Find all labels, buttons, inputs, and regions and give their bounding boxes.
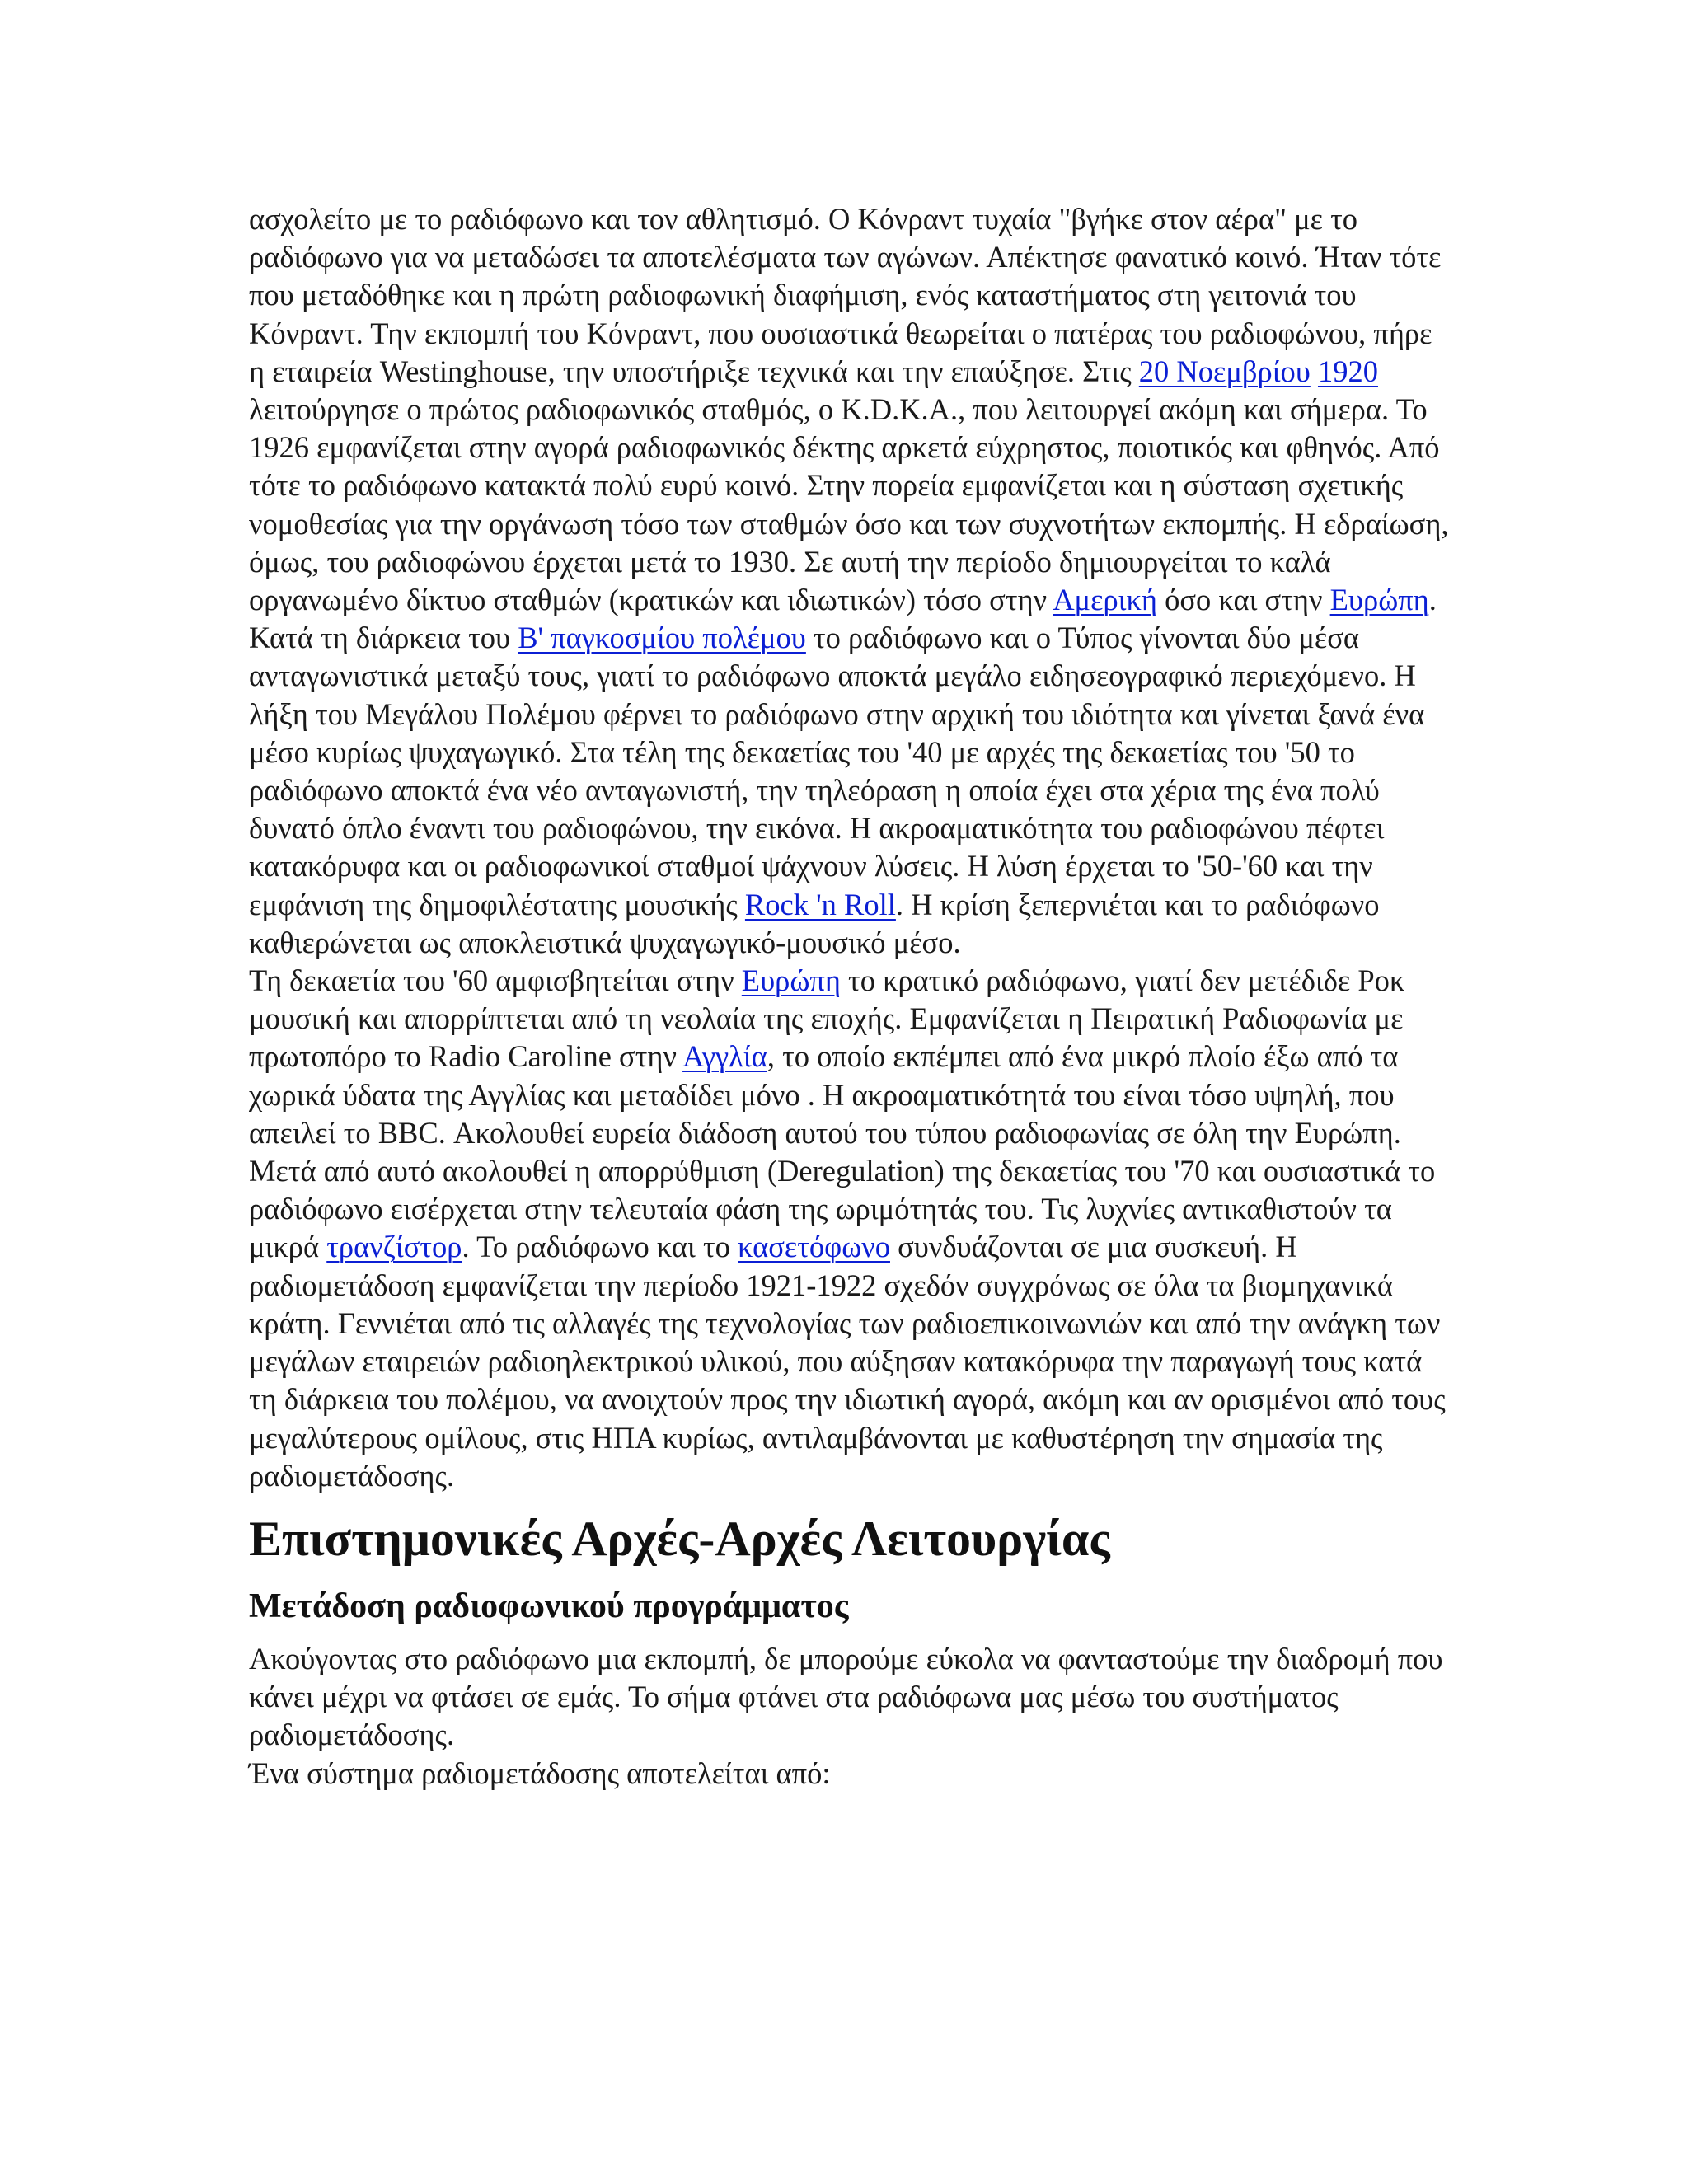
paragraph-text: όσο και στην xyxy=(1156,583,1330,617)
broadcast-text-block xyxy=(249,1640,1452,1793)
paragraph-text: . xyxy=(1428,583,1437,617)
paragraph xyxy=(249,200,1452,619)
paragraph-text: λειτούργησε ο πρώτος ραδιοφωνικός σταθμός, ο K.D.K.A., που λειτουργεί ακόμη και σήμερα. Το 1926 εμφανίζεται στην αγορά ραδιοφωνικός δέκτης αρκετά εύχρηστος, ποιοτικός και φθηνός. Από τότε το ραδιόφωνο κατακτά πολύ ευρύ κοινό. Στην πορεία εμφανίζεται και η σύσταση σχετικής νομοθεσίας για την οργάνωση τόσο των σταθμών όσο και των συχνοτήτων εκπομπής. Η εδραίωση, όμως, του ραδιοφώνου έρχεται μετά το 1930. Σε αυτή την περίοδο δημιουργείται το καλά οργανωμένο δίκτυο σταθμών (κρατικών και ιδιωτικών) τόσο στην xyxy=(249,392,1449,617)
inline-link[interactable]: Αμερική xyxy=(1053,583,1157,617)
paragraph xyxy=(249,1640,1452,1755)
paragraph-text: το ραδιόφωνο και ο Τύπος γίνονται δύο μέσα ανταγωνιστικά μεταξύ τους, γιατί το ραδιόφωνο αποκτά μεγάλο ειδησεογραφικό περιεχόμενο. Η λήξη του Μεγάλου Πολέμου φέρνει το ραδιόφωνο στην αρχική του ιδιότητα και γίνεται ξανά ένα μέσο κυρίως ψυχαγωγικό. Στα τέλη της δεκαετίας του '40 με αρχές της δεκαετίας του '50 το ραδιόφωνο αποκτά ένα νέο ανταγωνιστή, την τηλεόραση η οποία έχει στα χέρια της ένα πολύ δυνατό όπλο έναντι του ραδιοφώνου, την εικόνα. Η ακροαματικότητα του ραδιοφώνου πέφτει κατακόρυφα και οι ραδιοφωνικοί σταθμοί ψάχνουν λύσεις. Η λύση έρχεται το '50-'60 και την εμφάνιση της δημοφιλέστατης μουσικής xyxy=(249,621,1425,921)
inline-link[interactable]: 20 Νοεμβρίου xyxy=(1138,354,1311,388)
subsection-heading: Μετάδοση ραδιοφωνικού προγράμματος xyxy=(249,1586,849,1625)
paragraph-text xyxy=(1311,354,1318,388)
paragraph-text: , το οποίο εκπέμπει από ένα μικρό πλοίο έξω από τα χωρικά ύδατα της Αγγλίας και μεταδίδει μόνο . Η ακροαματικότητά του είναι τόσο υψηλή, που απειλεί το BBC. Ακολουθεί ευρεία διάδοση αυτού του τύπου ραδιοφωνίας σε όλη την Ευρώπη. xyxy=(249,1039,1401,1150)
inline-link[interactable]: 1920 xyxy=(1317,354,1378,388)
paragraph-text: το κρατικό ραδιόφωνο, γιατί δεν μετέδιδε Ροκ μουσική και απορρίπτεται από τη νεολαία της εποχής. Εμφανίζεται η Πειρατική Ραδιοφωνία με πρωτοπόρο το Radio Caroline στην xyxy=(249,963,1405,1074)
paragraph-text: . Το ραδιόφωνο και το xyxy=(462,1230,738,1264)
paragraph-text: ασχολείτο με το ραδιόφωνο και τον αθλητισμό. Ο Κόνραντ τυχαία "βγήκε στον αέρα" με το ραδιόφωνο για να μεταδώσει τα αποτελέσματα των αγώνων. Απέκτησε φανατικό κοινό. Ήταν τότε που μεταδόθηκε και η πρώτη ραδιοφωνική διαφήμιση, ενός καταστήματος στη γειτονιά του Κόνραντ. Την εκπομπή του Κόνραντ, που ουσιαστικά θεωρείται ο πατέρας του ραδιοφώνου, πήρε η εταιρεία Westinghouse, την υποστήριξε τεχνικά και την επαύξησε. Στις xyxy=(249,202,1442,388)
inline-link[interactable]: Rock 'n Roll xyxy=(744,887,896,921)
paragraph-text: Τη δεκαετία του '60 αμφισβητείται στην xyxy=(249,963,742,998)
paragraph xyxy=(249,1755,1452,1793)
paragraph-text: . Η κρίση ξεπερνιέται και το ραδιόφωνο καθιερώνεται ως αποκλειστικά ψυχαγωγικό-μουσικό μέσο. xyxy=(249,887,1380,959)
document-page xyxy=(249,200,1452,1793)
section-heading: Επιστημονικές Αρχές-Αρχές Λειτουργίας xyxy=(249,1511,1110,1566)
inline-link[interactable]: Ευρώπη xyxy=(1329,583,1429,617)
paragraph-text: συνδυάζονται σε μια συσκευή. Η ραδιομετάδοση εμφανίζεται την περίοδο 1921-1922 σχεδόν συγχρόνως σε όλα τα βιομηχανικά κράτη. Γεννιέται από τις αλλαγές της τεχνολογίας των ραδιοεπικοινωνιών και από την ανάγκη των μεγάλων εταιρειών ραδιοηλεκτρικού υλικού, που αύξησαν κατακόρυφα την παραγωγή τους κατά τη διάρκεια του πολέμου, να ανοιχτούν προς την ιδιωτική αγορά, ακόμη και αν ορισμένοι από τους μεγαλύτερους ομίλους, στις ΗΠΑ κυρίως, αντιλαμβάνονται με καθυστέρηση την σημασία της ραδιομετάδοσης. xyxy=(249,1230,1446,1493)
inline-link[interactable]: κασετόφωνο xyxy=(738,1230,890,1264)
inline-link[interactable]: τρανζίστορ xyxy=(326,1230,462,1264)
paragraph xyxy=(249,619,1452,962)
paragraph-text: Ακούγοντας στο ραδιόφωνο μια εκπομπή, δε μπορούμε εύκολα να φανταστούμε την διαδρομή που κάνει μέχρι να φτάσει σε εμάς. Το σήμα φτάνει στα ραδιόφωνα μας μέσω του συστήματος ραδιομετάδοσης. xyxy=(249,1641,1443,1752)
paragraph-text: Κατά τη διάρκεια του xyxy=(249,621,518,655)
inline-link[interactable]: Β' παγκοσμίου πολέμου xyxy=(518,621,806,655)
paragraph xyxy=(249,962,1452,1152)
paragraph xyxy=(249,1152,1452,1495)
paragraph-text: Ένα σύστημα ραδιομετάδοσης αποτελείται από: xyxy=(249,1755,831,1790)
inline-link[interactable]: Ευρώπη xyxy=(741,963,841,998)
paragraph-text: Μετά από αυτό ακολουθεί η απορρύθμιση (Deregulation) της δεκαετίας του '70 και ουσιαστικά το ραδιόφωνο εισέρχεται στην τελευταία φάση της ωριμότητάς του. Τις λυχνίες αντικαθιστούν τα μικρά xyxy=(249,1154,1436,1264)
inline-link[interactable]: Αγγλία xyxy=(682,1039,767,1074)
history-text-block xyxy=(249,200,1452,1495)
